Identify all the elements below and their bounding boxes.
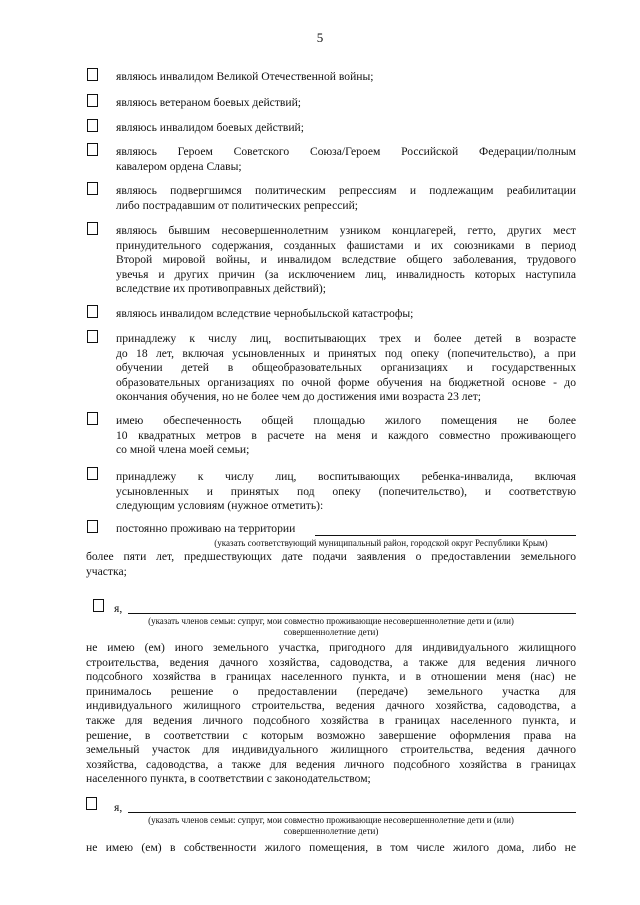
checkbox-option-9[interactable]: [87, 412, 98, 425]
option-10-line-2: усыновленных и принятых под опеку (попечительство), и соответствую: [116, 484, 576, 498]
option-6-line-3: Второй мировой войны, и инвалидом вследствие общего заболевания, трудового: [116, 253, 576, 267]
residence-hint: (указать соответствующий муниципальный район, городской округ Республики Крым): [214, 538, 548, 548]
family-1-line-9: хозяйства, садоводства, а также для ведения личного подсобного хозяйства в границах: [86, 757, 576, 771]
option-5-text: [116, 184, 576, 213]
option-8-line-4: образовательных организациях по очной форме обучения на бюджетной основе - до: [116, 375, 576, 389]
family-1-line-8: земельный участок для индивидуального жилищного строительства, ведения дачного: [86, 743, 576, 757]
family-1-line-1: не имею (ем) иного земельного участка, пригодного для индивидуального жилищного: [86, 641, 576, 654]
option-9-line-2: 10 квадратных метров в расчете на меня и каждого совместно проживающего: [116, 428, 576, 442]
option-1-text: являюсь инвалидом Великой Отечественной войны;: [116, 70, 374, 83]
option-9-line-3: со мной члена моей семьи;: [116, 443, 250, 457]
residence-cont-line-2: участка;: [86, 564, 127, 578]
option-8-line-2: до 18 лет, включая усыновленных и принятых под опеку (попечительство), а при: [116, 346, 576, 360]
checkbox-residence[interactable]: [87, 520, 98, 533]
family-2-hint-line-1: (указать членов семьи: супруг, мои совместно проживающие несовершеннолетние дети и (или): [148, 815, 514, 825]
page-number: 5: [316, 30, 324, 45]
option-4-text: [116, 145, 576, 174]
family-1-hint-line-1: (указать членов семьи: супруг, мои совместно проживающие несовершеннолетние дети и (или): [148, 616, 514, 626]
family-2-input-line[interactable]: [128, 812, 576, 813]
option-2-text: являюсь ветераном боевых действий;: [116, 96, 301, 109]
family-1-text: [86, 641, 576, 787]
option-6-line-5: вследствие их противоправных действий);: [116, 282, 326, 296]
checkbox-option-3[interactable]: [87, 119, 98, 132]
family-1-line-4: принималось решение о предоставлении (передаче) земельного участка для: [86, 684, 576, 698]
option-5-line-2: либо пострадавшим от политических репрессий;: [116, 198, 359, 212]
option-7-text: являюсь инвалидом вследствие чернобыльской катастрофы;: [116, 307, 414, 320]
family-1-prefix: я,: [114, 602, 123, 615]
checkbox-option-1[interactable]: [87, 68, 98, 81]
residence-continuation: [86, 550, 576, 579]
option-8-line-1: принадлежу к числу лиц, воспитывающих трех и более детей в возрасте: [116, 332, 576, 345]
option-5-line-1: являюсь подвергшимся политическим репрессиям и подлежащим реабилитации: [116, 184, 576, 197]
family-1-line-3: подсобного хозяйства в границах населенного пункта, и в отношении меня (нас) не: [86, 670, 576, 684]
family-1-line-5: индивидуального жилищного строительства, ведения дачного хозяйства, садоводства, а: [86, 699, 576, 713]
option-10-line-3: следующим условиям (нужное отметить):: [116, 499, 324, 513]
residence-label: постоянно проживаю на территории: [116, 522, 296, 535]
checkbox-option-4[interactable]: [87, 143, 98, 156]
option-6-line-1: являюсь бывшим несовершеннолетним узником концлагерей, гетто, других мест: [116, 224, 576, 237]
family-2-hint-line-2: совершеннолетние дети): [283, 826, 379, 836]
residence-input-line[interactable]: [315, 535, 576, 536]
family-2-prefix: я,: [114, 801, 123, 814]
residence-cont-line-1: более пяти лет, предшествующих дате подачи заявления о предоставлении земельного: [86, 550, 576, 563]
family-2-line-1: не имею (ем) в собственности жилого помещения, в том числе жилого дома, либо не: [86, 841, 576, 854]
family-1-line-6: также для ведения личного подсобного хозяйства в границах населенного пункта, и: [86, 713, 576, 727]
checkbox-family-1[interactable]: [93, 599, 104, 612]
checkbox-option-2[interactable]: [87, 94, 98, 107]
family-1-line-10: населенного пункта, в соответствии с законодательством;: [86, 772, 371, 786]
option-3-text: являюсь инвалидом боевых действий;: [116, 121, 304, 134]
checkbox-option-7[interactable]: [87, 305, 98, 318]
checkbox-option-6[interactable]: [87, 222, 98, 235]
family-2-hint: [86, 815, 576, 837]
option-10-line-1: принадлежу к числу лиц, воспитывающих ребенка-инвалида, включая: [116, 470, 576, 483]
family-2-text: [86, 841, 576, 856]
option-9-text: [116, 414, 576, 458]
option-4-line-1: являюсь Героем Советского Союза/Героем Российской Федерации/полным: [116, 145, 576, 158]
option-6-text: [116, 224, 576, 297]
family-1-input-line[interactable]: [128, 613, 576, 614]
family-1-hint-line-2: совершеннолетние дети): [283, 627, 379, 637]
family-1-line-2: строительства, ведения дачного хозяйства, садоводства, а также для ведения личного: [86, 655, 576, 669]
option-6-line-2: принудительного содержания, созданных фашистами и их союзниками в период: [116, 238, 576, 252]
option-10-text: [116, 470, 576, 514]
option-8-line-5: окончания обучения, но не более чем до достижения ими возраста 23 лет;: [116, 390, 482, 404]
option-8-text: [116, 332, 576, 405]
checkbox-family-2[interactable]: [86, 797, 97, 810]
option-8-line-3: обучении детей в общеобразовательных организациях и государственных: [116, 361, 576, 375]
family-1-hint: [86, 616, 576, 638]
checkbox-option-5[interactable]: [87, 182, 98, 195]
option-9-line-1: имею обеспеченность общей площадью жилого помещения не более: [116, 414, 576, 427]
checkbox-option-8[interactable]: [87, 330, 98, 343]
family-1-line-7: решение, в соответствии с которым возможно завершение оформления права на: [86, 728, 576, 742]
checkbox-option-10[interactable]: [87, 467, 98, 480]
option-6-line-4: увечья и других причин (за исключением лиц, инвалидность которых наступила: [116, 267, 576, 281]
option-4-line-2: кавалером ордена Славы;: [116, 159, 242, 173]
